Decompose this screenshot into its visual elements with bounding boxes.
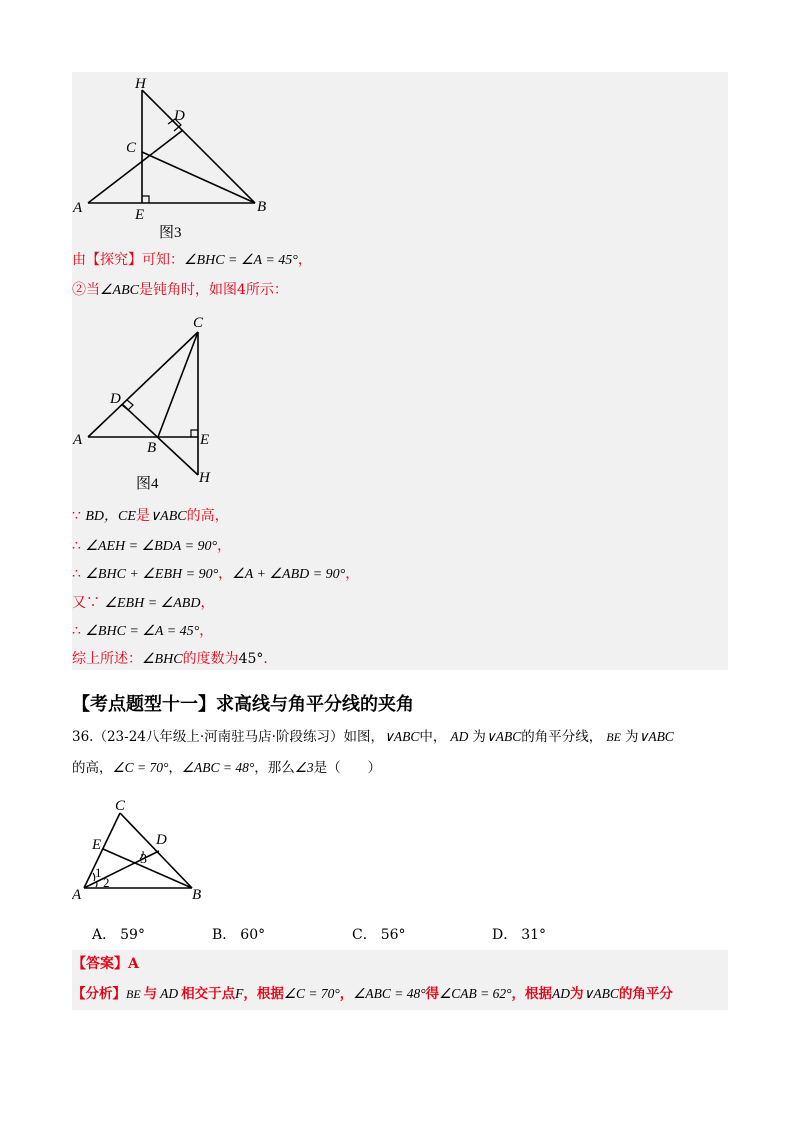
analysis-formula: F: [235, 986, 244, 1001]
step-tail: ，: [217, 538, 232, 554]
analysis-formula: ∠ABC = 48°: [353, 986, 426, 1001]
step-formula-2: ∨ABC: [149, 509, 187, 524]
q-formula: ∨ABC: [383, 729, 420, 744]
question-line-1: [72, 727, 674, 747]
q-text: 为: [472, 729, 486, 745]
fig3-label-E: E: [135, 207, 145, 223]
fig3-label-H: H: [135, 76, 146, 92]
step-formula: ∠AEH = ∠BDA = 90°: [85, 539, 218, 554]
q-text: 中，: [419, 729, 447, 745]
fig5-label-D: D: [156, 832, 167, 848]
q-formula: ∨ABC: [485, 729, 522, 744]
analysis-text: 得: [425, 986, 440, 1002]
step-formula: ∠BHC = ∠A = 45°: [85, 624, 200, 639]
q-formula: AD: [450, 729, 469, 744]
option-value: 31°: [521, 927, 547, 943]
fig4-label-E: E: [200, 432, 210, 448]
step-lead: 又∵: [72, 595, 105, 611]
option-value: 59°: [120, 927, 145, 943]
analysis-text: 为: [570, 986, 584, 1002]
analysis-formula: ∨ABC: [583, 986, 619, 1001]
text1-suffix: ，: [297, 252, 312, 268]
q-text: 是（ ）: [313, 760, 382, 776]
option-a[interactable]: [92, 924, 145, 944]
analysis-text: 相交于点: [181, 986, 236, 1002]
section-heading: 【考点题型十一】求高线与角平分线的夹角: [72, 694, 414, 715]
fig3-label-B: B: [257, 199, 267, 215]
text1-prefix: 由【探究】可知：: [72, 252, 184, 268]
figure-4: [72, 310, 232, 495]
q-text: ，: [168, 760, 182, 776]
analysis-text: 与: [143, 986, 158, 1002]
analysis-text: ，: [339, 986, 354, 1002]
step-4: [72, 593, 214, 614]
q-text: 为: [624, 729, 639, 745]
option-letter: C．: [352, 927, 377, 943]
q-formula: ∨ABC: [638, 729, 674, 744]
fig5-label-E: E: [92, 837, 102, 853]
fig4-label-H: H: [199, 470, 210, 486]
step-6: [72, 649, 277, 670]
option-b[interactable]: [212, 924, 265, 944]
step-tail: 的高，: [186, 508, 229, 524]
analysis-text: ，根据: [243, 986, 284, 1002]
text2-suffix: 是钝角时，如图4所示：: [139, 282, 288, 298]
fig3-label-C: C: [126, 140, 137, 156]
fig4-label-D: D: [110, 391, 121, 407]
step-formula: ∠EBH = ∠ABD: [104, 596, 201, 611]
text2-formula: ∠ABC: [100, 283, 139, 298]
step-tail: ，: [199, 623, 214, 639]
analysis-line: [72, 984, 673, 1004]
figure-question: [72, 795, 222, 910]
analysis-formula: AD: [160, 986, 179, 1001]
fig5-label-A: A: [72, 887, 82, 903]
question-line-2: [72, 758, 381, 778]
step-formula: ∠BHC: [142, 652, 183, 667]
step-mid: 是: [135, 508, 150, 524]
option-letter: A．: [92, 927, 117, 943]
analysis-formula: AD: [552, 986, 571, 1001]
step-lead: ∴: [72, 538, 86, 554]
analysis-formula: ∠C = 70°: [283, 986, 340, 1001]
figure-3: [72, 72, 292, 247]
option-letter: B．: [212, 927, 237, 943]
fig3-caption: 图3: [159, 225, 182, 241]
analysis-text: 的角平分: [618, 986, 673, 1002]
step-5: [72, 621, 213, 642]
answer-line: [72, 954, 139, 974]
option-letter: D．: [492, 927, 518, 943]
step-1: [72, 506, 229, 527]
step-lead: 综上所述：: [72, 651, 142, 667]
text-line-2: [72, 280, 288, 301]
q-formula: ∠C = 70°: [112, 760, 169, 775]
fig4-caption: 图4: [136, 476, 159, 492]
fig5-label-B: B: [192, 887, 202, 903]
fig3-label-D: D: [174, 108, 185, 124]
step-lead: ∵: [72, 508, 86, 524]
step-formula-2: ∠A + ∠ABD = 90°: [232, 567, 346, 582]
step-mid: 的度数为: [182, 651, 239, 667]
analysis-formula: ∠CAB = 62°: [439, 986, 512, 1001]
text1-formula: ∠BHC = ∠A = 45°: [184, 253, 298, 268]
step-formula: ∠BHC + ∠EBH = 90°: [85, 567, 219, 582]
fig5-label-2: 2: [103, 875, 110, 890]
q-formula: ∠3: [294, 760, 314, 775]
answer-label: 【答案】: [72, 956, 128, 972]
fig4-label-B: B: [147, 440, 157, 456]
step-lead: ∴: [72, 623, 86, 639]
fig5-label-C: C: [115, 798, 126, 814]
q-text: 的高，: [72, 760, 113, 776]
option-value: 60°: [240, 927, 266, 943]
fig3-label-A: A: [73, 200, 83, 216]
q-formula: BE: [606, 730, 621, 744]
fig4-label-C: C: [193, 315, 204, 331]
step-3: [72, 564, 359, 585]
option-c[interactable]: [352, 924, 406, 944]
q-text: 的角平分线，: [521, 729, 603, 745]
step-formula: BD，CE: [85, 509, 136, 524]
step-mid: ，: [218, 566, 233, 582]
fig4-label-A: A: [73, 432, 83, 448]
text-line-1: [72, 250, 312, 271]
option-d[interactable]: [492, 924, 546, 944]
analysis-formula: BE: [126, 987, 141, 1001]
fig5-label-1: 1: [95, 865, 102, 880]
step-tail: ，: [200, 595, 215, 611]
step-tail: ．: [263, 651, 278, 667]
step-tail: ，: [345, 566, 360, 582]
text2-prefix: ②当: [72, 282, 100, 298]
step-formula-2: 45°: [238, 651, 264, 667]
answer-value: A: [128, 956, 139, 972]
q-formula: ∠ABC = 48°: [181, 760, 255, 775]
q-text: 36.（23-24八年级上·河南驻马店·阶段练习）如图，: [72, 729, 384, 745]
step-lead: ∴: [72, 566, 86, 582]
option-value: 56°: [380, 927, 406, 943]
fig5-label-3: 3: [140, 852, 147, 867]
analysis-text: ，根据: [511, 986, 553, 1002]
analysis-label: 【分析】: [72, 986, 126, 1002]
q-text: ，那么: [254, 760, 295, 776]
step-2: [72, 536, 231, 557]
